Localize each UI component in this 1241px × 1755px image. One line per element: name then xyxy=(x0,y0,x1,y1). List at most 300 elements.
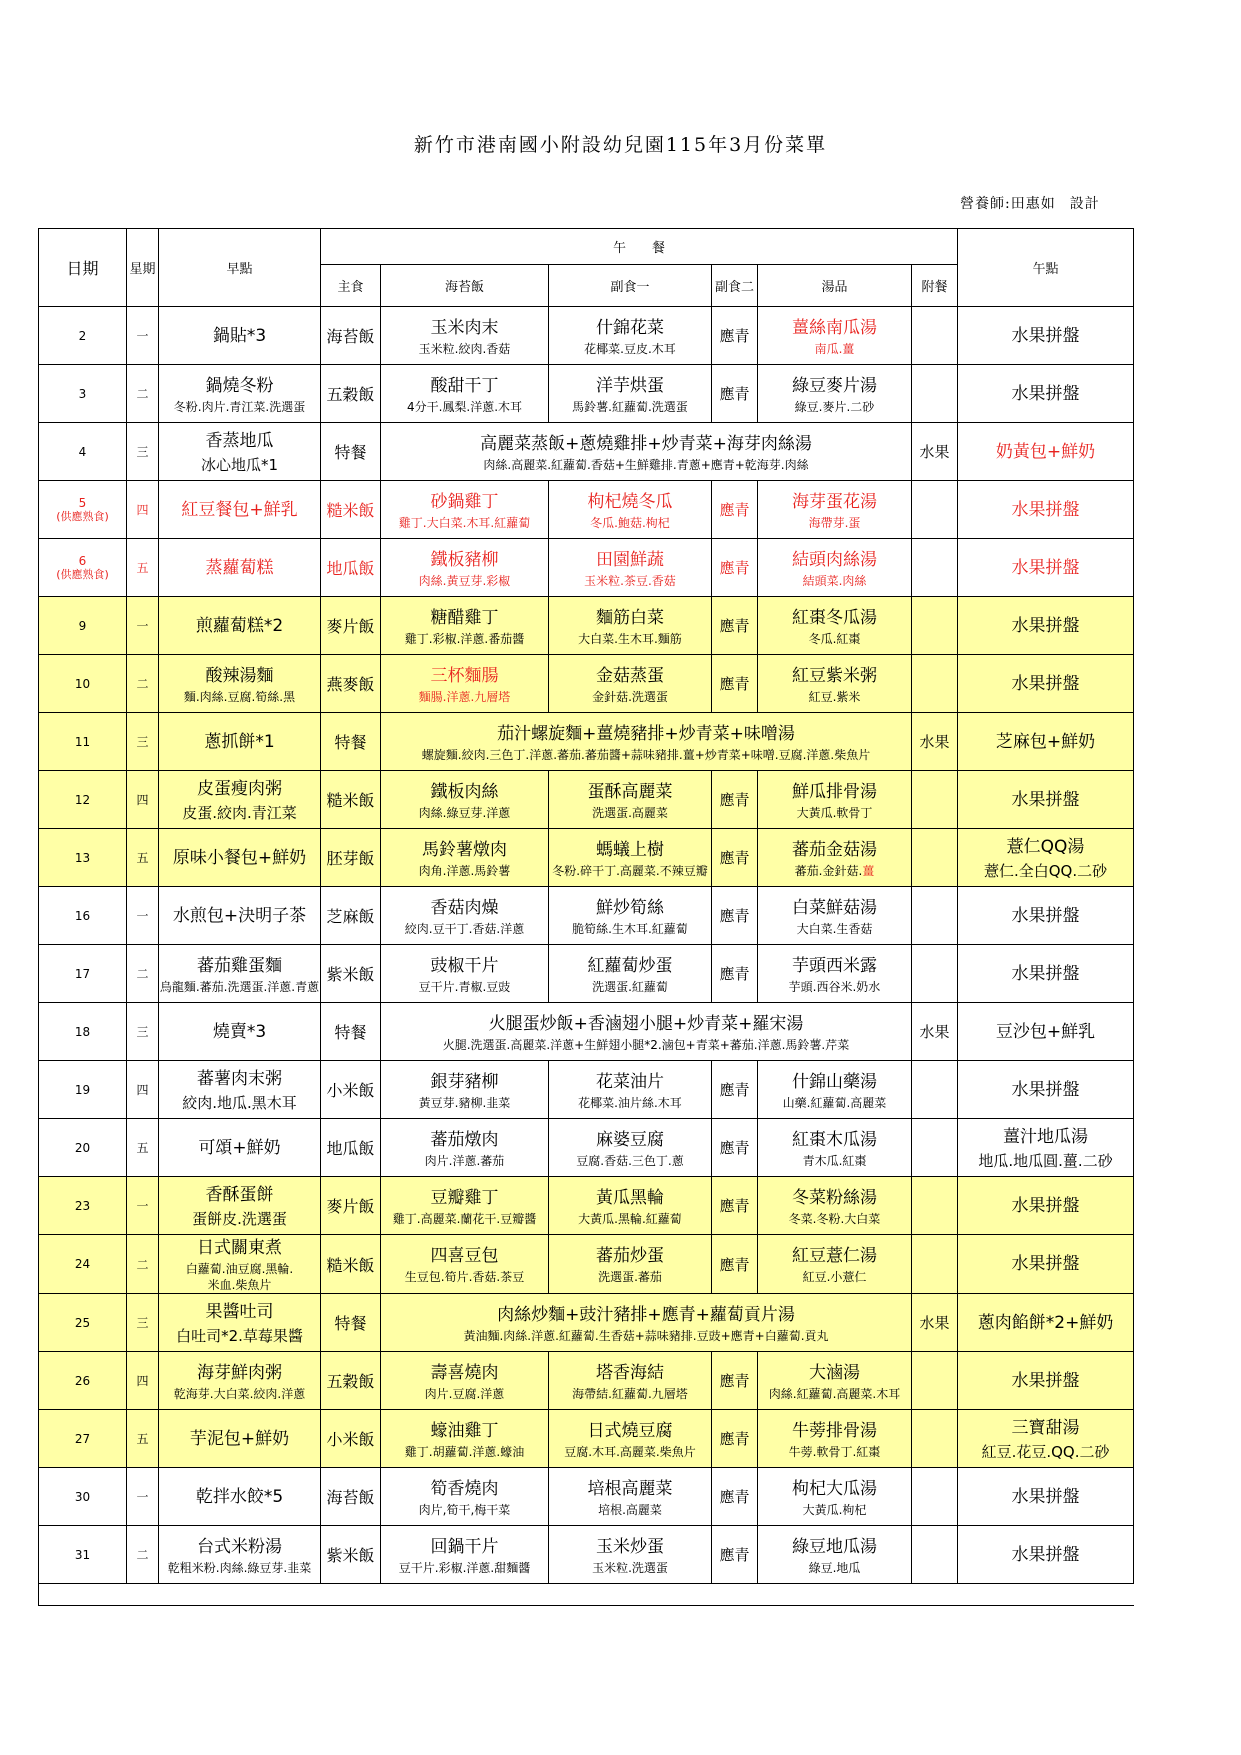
rice-dish-name: 壽喜燒肉 xyxy=(430,1362,499,1383)
soup-detail-wrap xyxy=(758,1269,911,1285)
breakfast-name: 日式關東煮 xyxy=(197,1238,282,1258)
main-cell: 小米飯 xyxy=(321,1061,381,1119)
breakfast-name: 蕃薯肉末粥 xyxy=(197,1069,282,1089)
main-cell: 紫米飯 xyxy=(321,945,381,1003)
weekday-cell: 一 xyxy=(127,1177,159,1235)
main-cell: 糙米飯 xyxy=(321,771,381,829)
soup-detail-wrap xyxy=(758,921,911,937)
rice-dish-detail: 雞丁.胡蘿蔔.洋蔥.蠔油 xyxy=(404,1444,525,1459)
snack-name: 水果拼盤 xyxy=(1011,1370,1080,1391)
date-value: 3 xyxy=(78,386,87,401)
menu-row xyxy=(39,887,1134,945)
breakfast-cell xyxy=(159,1177,321,1235)
date-value: 11 xyxy=(74,734,91,749)
main-cell: 海苔飯 xyxy=(321,307,381,365)
main-cell: 海苔飯 xyxy=(321,1468,381,1526)
breakfast-cell xyxy=(159,597,321,655)
breakfast-name: 可頌+鮮奶 xyxy=(198,1137,281,1158)
date-cell xyxy=(39,1294,127,1352)
breakfast-name: 鍋貼*3 xyxy=(212,325,267,346)
header-extra: 附餐 xyxy=(912,265,958,307)
soup-detail: 南瓜.薑 xyxy=(814,341,855,356)
soup-cell xyxy=(758,1526,912,1584)
combo-cell xyxy=(381,1003,912,1061)
soup-name: 鮮瓜排骨湯 xyxy=(792,781,877,802)
soup-detail-wrap xyxy=(758,805,911,821)
side2-cell: 應青 xyxy=(712,365,758,423)
snack-cell xyxy=(958,1526,1134,1584)
menu-row xyxy=(39,1294,1134,1352)
date-value: 16 xyxy=(74,908,91,923)
menu-row xyxy=(39,481,1134,539)
date-value: 5 xyxy=(78,495,87,510)
rice-dish-detail: 肉角.洋蔥.馬鈴薯 xyxy=(418,863,511,878)
breakfast-name: 果醬吐司 xyxy=(205,1302,274,1322)
breakfast-cell xyxy=(159,1526,321,1584)
main-cell: 胚芽飯 xyxy=(321,829,381,887)
side1-name: 洋芋烘蛋 xyxy=(596,375,664,396)
table-footer-row xyxy=(39,1584,1134,1606)
soup-cell xyxy=(758,481,912,539)
snack-name: 水果拼盤 xyxy=(1011,1079,1080,1100)
soup-cell xyxy=(758,1177,912,1235)
rice-dish-cell xyxy=(381,771,549,829)
side1-detail: 洗選蛋.紅蘿蔔 xyxy=(592,979,668,994)
menu-row xyxy=(39,539,1134,597)
snack-name: 三寶甜湯 xyxy=(1011,1417,1080,1438)
date-value: 18 xyxy=(74,1024,91,1039)
breakfast-detail-2: 米血.柴魚片 xyxy=(207,1278,272,1292)
date-value: 24 xyxy=(74,1257,91,1271)
rice-dish-detail: 肉絲.綠豆芽.洋蔥 xyxy=(418,805,511,820)
side1-name: 蕃茄炒蛋 xyxy=(596,1246,664,1266)
side1-detail: 大黃瓜.黑輪.紅蘿蔔 xyxy=(578,1211,682,1226)
breakfast-cell xyxy=(159,887,321,945)
menu-row xyxy=(39,1352,1134,1410)
breakfast-cell xyxy=(159,713,321,771)
menu-row xyxy=(39,423,1134,481)
side1-name: 黃瓜黑輪 xyxy=(596,1187,664,1208)
rice-dish-cell xyxy=(381,1177,549,1235)
designer-credit xyxy=(960,193,1100,213)
header-main: 主食 xyxy=(321,265,381,307)
snack-name: 水果拼盤 xyxy=(1011,325,1080,346)
soup-detail-red: 薑 xyxy=(862,863,875,878)
snack-cell xyxy=(958,1003,1134,1061)
extra-cell: 水果 xyxy=(912,713,958,771)
side1-cell xyxy=(549,1119,712,1177)
soup-detail-wrap xyxy=(758,341,911,357)
date-cell xyxy=(39,1235,127,1294)
extra-cell xyxy=(912,1352,958,1410)
side1-name: 田園鮮蔬 xyxy=(596,549,664,570)
breakfast-cell xyxy=(159,1003,321,1061)
soup-detail-wrap xyxy=(758,1386,911,1402)
extra-cell: 水果 xyxy=(912,423,958,481)
menu-row xyxy=(39,365,1134,423)
soup-detail-wrap xyxy=(758,689,911,705)
menu-table xyxy=(38,228,1134,1606)
side1-detail: 花椰菜.豆皮.木耳 xyxy=(584,341,676,356)
rice-dish-cell xyxy=(381,597,549,655)
rice-dish-cell xyxy=(381,1410,549,1468)
date-value: 6 xyxy=(78,553,87,568)
main-cell: 糙米飯 xyxy=(321,1235,381,1294)
weekday-cell: 四 xyxy=(127,771,159,829)
snack-detail: 薏仁.全白QQ.二砂 xyxy=(983,861,1108,880)
rice-dish-name: 鐵板肉絲 xyxy=(430,781,499,802)
breakfast-cell xyxy=(159,365,321,423)
breakfast-name: 蔥抓餅*1 xyxy=(204,731,275,752)
rice-dish-detail: 雞丁.大白菜.木耳.紅蘿蔔 xyxy=(398,515,531,530)
soup-name: 薑絲南瓜湯 xyxy=(792,317,877,338)
menu-row xyxy=(39,1003,1134,1061)
breakfast-name: 水煎包+決明子茶 xyxy=(172,905,307,926)
snack-cell xyxy=(958,713,1134,771)
soup-cell xyxy=(758,1352,912,1410)
extra-cell xyxy=(912,1177,958,1235)
date-value: 19 xyxy=(74,1082,91,1097)
side1-detail: 冬粉.碎干丁.高麗菜.不辣豆瓣 xyxy=(552,863,708,878)
snack-cell xyxy=(958,655,1134,713)
combo-cell xyxy=(381,713,912,771)
main-cell: 地瓜飯 xyxy=(321,1119,381,1177)
side1-cell xyxy=(549,1061,712,1119)
soup-detail-wrap xyxy=(758,573,911,589)
date-value: 26 xyxy=(74,1373,91,1388)
snack-name: 水果拼盤 xyxy=(1011,1195,1080,1216)
rice-dish-name: 豆瓣雞丁 xyxy=(430,1187,499,1208)
date-cell xyxy=(39,1177,127,1235)
side1-name: 麻婆豆腐 xyxy=(596,1129,664,1150)
date-cell xyxy=(39,423,127,481)
breakfast-name: 芋泥包+鮮奶 xyxy=(189,1428,290,1449)
soup-cell xyxy=(758,771,912,829)
date-cell xyxy=(39,1468,127,1526)
weekday-cell: 四 xyxy=(127,1061,159,1119)
rice-dish-detail: 豆干片.彩椒.洋蔥.甜麵醬 xyxy=(398,1560,531,1575)
rice-dish-detail: 肉片.豆腐.洋蔥 xyxy=(424,1386,505,1401)
weekday-cell: 二 xyxy=(127,1526,159,1584)
snack-cell xyxy=(958,1468,1134,1526)
breakfast-name: 海芽鮮肉粥 xyxy=(197,1362,282,1383)
breakfast-cell xyxy=(159,655,321,713)
soup-detail: 芋頭.西谷米.奶水 xyxy=(788,979,881,994)
header-side2: 副食二 xyxy=(712,265,758,307)
breakfast-cell xyxy=(159,307,321,365)
side1-name: 麵筋白菜 xyxy=(596,607,664,628)
rice-dish-detail: 4分干.鳳梨.洋蔥.木耳 xyxy=(406,399,523,414)
soup-name: 枸杞大瓜湯 xyxy=(792,1478,877,1499)
weekday-cell: 三 xyxy=(127,1294,159,1352)
breakfast-cell xyxy=(159,945,321,1003)
main-cell: 特餐 xyxy=(321,423,381,481)
date-value: 20 xyxy=(74,1140,91,1155)
breakfast-name: 蕃茄雞蛋麵 xyxy=(197,955,282,976)
header-lunch: 午 餐 xyxy=(321,229,958,265)
side1-cell xyxy=(549,1352,712,1410)
menu-row xyxy=(39,307,1134,365)
date-value: 25 xyxy=(74,1315,91,1330)
snack-detail: 地瓜.地瓜圓.薑.二砂 xyxy=(978,1151,1113,1170)
weekday-cell: 三 xyxy=(127,713,159,771)
snack-name: 水果拼盤 xyxy=(1011,963,1080,984)
soup-name: 綠豆麥片湯 xyxy=(792,375,877,396)
side1-detail: 冬瓜.鮑菇.枸杞 xyxy=(590,515,670,530)
date-value: 4 xyxy=(78,444,87,459)
snack-name: 豆沙包+鮮乳 xyxy=(995,1021,1096,1042)
rice-dish-name: 馬鈴薯燉肉 xyxy=(422,839,507,860)
side1-detail: 玉米粒.茶豆.香菇 xyxy=(584,573,676,588)
soup-detail: 青木瓜.紅棗 xyxy=(802,1153,867,1168)
soup-detail-wrap xyxy=(758,1444,911,1460)
snack-cell xyxy=(958,1235,1134,1294)
rice-dish-name: 蕃茄燉肉 xyxy=(430,1129,499,1150)
weekday-cell: 五 xyxy=(127,1119,159,1177)
header-snack: 午點 xyxy=(958,229,1134,307)
soup-detail: 冬菜.冬粉.大白菜 xyxy=(788,1211,881,1226)
breakfast-name: 香蒸地瓜 xyxy=(205,431,274,451)
side1-cell xyxy=(549,1235,712,1294)
side1-detail: 豆腐.香菇.三色丁.蔥 xyxy=(576,1153,684,1168)
menu-row xyxy=(39,945,1134,1003)
soup-detail: 大黃瓜.枸杞 xyxy=(802,1502,867,1517)
extra-cell xyxy=(912,945,958,1003)
side2-cell: 應青 xyxy=(712,1352,758,1410)
menu-row xyxy=(39,771,1134,829)
main-cell: 五穀飯 xyxy=(321,1352,381,1410)
rice-dish-cell xyxy=(381,539,549,597)
header-date: 日期 xyxy=(39,229,127,307)
snack-name: 薑汁地瓜湯 xyxy=(1003,1126,1089,1147)
side1-detail: 海帶結.紅蘿蔔.九層塔 xyxy=(572,1386,688,1401)
date-value: 2 xyxy=(78,328,87,343)
soup-name: 冬菜粉絲湯 xyxy=(792,1187,877,1208)
rice-dish-name: 酸甜干丁 xyxy=(430,375,499,396)
extra-cell xyxy=(912,1235,958,1294)
header-weekday: 星期 xyxy=(127,229,159,307)
weekday-cell: 五 xyxy=(127,1410,159,1468)
weekday-cell: 二 xyxy=(127,1235,159,1294)
side1-name: 螞蟻上樹 xyxy=(596,839,664,860)
soup-name: 紅豆紫米粥 xyxy=(792,665,877,686)
date-cell xyxy=(39,829,127,887)
date-cell xyxy=(39,1410,127,1468)
snack-cell xyxy=(958,481,1134,539)
breakfast-detail: 皮蛋.絞肉.青江菜 xyxy=(182,804,297,822)
soup-cell xyxy=(758,539,912,597)
extra-cell xyxy=(912,887,958,945)
side2-cell: 應青 xyxy=(712,771,758,829)
breakfast-cell xyxy=(159,1410,321,1468)
rice-dish-cell xyxy=(381,829,549,887)
snack-cell xyxy=(958,539,1134,597)
side1-cell xyxy=(549,597,712,655)
breakfast-detail: 乾粗米粉.肉絲.綠豆芽.韭菜 xyxy=(167,1560,312,1575)
main-cell: 燕麥飯 xyxy=(321,655,381,713)
soup-detail-wrap xyxy=(758,1502,911,1518)
weekday-cell: 二 xyxy=(127,655,159,713)
side1-cell xyxy=(549,1468,712,1526)
snack-name: 水果拼盤 xyxy=(1011,1544,1080,1565)
side1-name: 培根高麗菜 xyxy=(587,1478,673,1499)
menu-row xyxy=(39,1526,1134,1584)
side2-cell: 應青 xyxy=(712,307,758,365)
side2-cell: 應青 xyxy=(712,1410,758,1468)
rice-dish-cell xyxy=(381,307,549,365)
combo-detail: 螺旋麵.絞肉.三色丁.洋蔥.蕃茄.蕃茄醬+蒜味豬排.薑+炒青菜+味噌.豆腐.洋蔥.柴魚片 xyxy=(421,747,871,762)
date-cell xyxy=(39,1061,127,1119)
soup-name: 白菜鮮菇湯 xyxy=(792,897,877,918)
breakfast-detail: 烏龍麵.蕃茄.洗選蛋.洋蔥.青蔥 xyxy=(159,979,320,994)
side1-detail: 豆腐.木耳.高麗菜.柴魚片 xyxy=(564,1444,696,1459)
date-cell xyxy=(39,539,127,597)
soup-detail: 海帶芽.蛋 xyxy=(808,515,861,530)
rice-dish-detail: 黃豆芽.豬柳.韭菜 xyxy=(418,1095,511,1110)
main-cell: 特餐 xyxy=(321,713,381,771)
rice-dish-name: 豉椒干片 xyxy=(430,955,499,976)
side1-name: 紅蘿蔔炒蛋 xyxy=(587,955,673,976)
snack-cell xyxy=(958,1177,1134,1235)
date-value: 27 xyxy=(74,1431,91,1446)
menu-row xyxy=(39,1119,1134,1177)
header-side1: 副食一 xyxy=(549,265,712,307)
rice-dish-name: 砂鍋雞丁 xyxy=(430,491,499,512)
breakfast-cell xyxy=(159,1468,321,1526)
date-cell xyxy=(39,597,127,655)
soup-detail-wrap xyxy=(758,1211,911,1227)
snack-cell xyxy=(958,1119,1134,1177)
rice-dish-name: 三杯麵腸 xyxy=(430,665,499,686)
snack-name: 水果拼盤 xyxy=(1011,905,1080,926)
side2-cell: 應青 xyxy=(712,1177,758,1235)
main-cell: 特餐 xyxy=(321,1003,381,1061)
date-cell xyxy=(39,307,127,365)
rice-dish-detail: 肉片,筍干,梅干菜 xyxy=(418,1502,511,1517)
rice-dish-detail: 生豆包.筍片.香菇.茶豆 xyxy=(404,1270,525,1284)
side1-cell xyxy=(549,829,712,887)
date-note: (供應熟食) xyxy=(56,567,109,581)
side1-detail: 花椰菜.油片絲.木耳 xyxy=(578,1095,682,1110)
soup-detail-wrap xyxy=(758,863,911,879)
breakfast-name: 台式米粉湯 xyxy=(197,1536,282,1557)
extra-cell xyxy=(912,1410,958,1468)
snack-name: 水果拼盤 xyxy=(1011,557,1080,578)
extra-cell xyxy=(912,539,958,597)
date-value: 13 xyxy=(74,850,91,865)
breakfast-name: 酸辣湯麵 xyxy=(205,665,274,686)
weekday-cell: 五 xyxy=(127,539,159,597)
date-cell xyxy=(39,655,127,713)
rice-dish-name: 玉米肉末 xyxy=(430,317,499,338)
main-cell: 芝麻飯 xyxy=(321,887,381,945)
soup-detail-wrap xyxy=(758,1560,911,1576)
date-cell xyxy=(39,1119,127,1177)
rice-dish-name: 糖醋雞丁 xyxy=(430,607,499,628)
header-soup: 湯品 xyxy=(758,265,912,307)
rice-dish-cell xyxy=(381,1061,549,1119)
rice-dish-detail: 雞丁.彩椒.洋蔥.番茄醬 xyxy=(404,631,525,646)
snack-cell xyxy=(958,1410,1134,1468)
main-cell: 五穀飯 xyxy=(321,365,381,423)
rice-dish-cell xyxy=(381,887,549,945)
breakfast-name: 皮蛋瘦肉粥 xyxy=(197,779,282,799)
soup-detail: 肉絲.紅蘿蔔.高麗菜.木耳 xyxy=(768,1386,901,1401)
rice-dish-name: 銀芽豬柳 xyxy=(430,1071,499,1092)
footer-cell xyxy=(39,1584,1134,1606)
rice-dish-name: 回鍋干片 xyxy=(430,1536,499,1557)
soup-detail-wrap xyxy=(758,631,911,647)
side2-cell: 應青 xyxy=(712,829,758,887)
breakfast-detail: 絞肉.地瓜.黑木耳 xyxy=(182,1094,297,1112)
extra-cell xyxy=(912,829,958,887)
side2-cell: 應青 xyxy=(712,1061,758,1119)
snack-cell xyxy=(958,945,1134,1003)
soup-detail: 冬瓜.紅棗 xyxy=(808,631,861,646)
soup-cell xyxy=(758,1235,912,1294)
snack-name: 奶黃包+鮮奶 xyxy=(995,441,1096,462)
menu-row xyxy=(39,1177,1134,1235)
breakfast-detail: 白吐司*2.草莓果醬 xyxy=(176,1327,303,1345)
side1-detail: 洗選蛋.高麗菜 xyxy=(592,805,668,820)
main-cell: 麥片飯 xyxy=(321,1177,381,1235)
soup-detail: 紅豆.紫米 xyxy=(808,689,861,704)
date-cell xyxy=(39,887,127,945)
rice-dish-name: 四喜豆包 xyxy=(430,1246,499,1266)
soup-detail-wrap xyxy=(758,1095,911,1111)
snack-name: 水果拼盤 xyxy=(1011,1254,1080,1274)
side1-detail: 洗選蛋.蕃茄 xyxy=(598,1270,662,1284)
rice-dish-detail: 麵腸.洋蔥.九層塔 xyxy=(418,689,511,704)
breakfast-detail: 乾海芽.大白菜.絞肉.洋蔥 xyxy=(173,1386,306,1401)
snack-cell xyxy=(958,307,1134,365)
date-value: 9 xyxy=(78,618,87,633)
side1-name: 塔香海結 xyxy=(596,1362,664,1383)
soup-cell xyxy=(758,887,912,945)
side2-cell: 應青 xyxy=(712,945,758,1003)
weekday-cell: 二 xyxy=(127,945,159,1003)
menu-row xyxy=(39,829,1134,887)
date-value: 31 xyxy=(74,1547,91,1562)
weekday-cell: 一 xyxy=(127,307,159,365)
designer-label: 營養師:田惠如 xyxy=(960,196,1056,212)
rice-dish-cell xyxy=(381,945,549,1003)
breakfast-cell xyxy=(159,829,321,887)
soup-cell xyxy=(758,1119,912,1177)
rice-dish-name: 筍香燒肉 xyxy=(430,1478,499,1499)
snack-cell xyxy=(958,1061,1134,1119)
snack-name: 水果拼盤 xyxy=(1011,1486,1080,1507)
menu-row xyxy=(39,655,1134,713)
snack-cell xyxy=(958,365,1134,423)
breakfast-detail: 白蘿蔔.油豆腐.黑輪. xyxy=(185,1262,294,1276)
extra-cell xyxy=(912,365,958,423)
side1-cell xyxy=(549,945,712,1003)
weekday-cell: 三 xyxy=(127,1003,159,1061)
breakfast-cell xyxy=(159,1235,321,1294)
side1-cell xyxy=(549,655,712,713)
soup-cell xyxy=(758,829,912,887)
extra-cell xyxy=(912,1526,958,1584)
designer-suffix: 設計 xyxy=(1069,196,1100,212)
side1-cell xyxy=(549,539,712,597)
combo-detail: 火腿.洗選蛋.高麗菜.洋蔥+生鮮翅小腿*2.滷包+青菜+蕃茄.洋蔥.馬鈴薯.芹菜 xyxy=(442,1037,850,1052)
side1-cell xyxy=(549,1526,712,1584)
date-value: 12 xyxy=(74,792,91,807)
breakfast-name: 香酥蛋餅 xyxy=(205,1185,274,1205)
soup-cell xyxy=(758,1061,912,1119)
side1-cell xyxy=(549,307,712,365)
